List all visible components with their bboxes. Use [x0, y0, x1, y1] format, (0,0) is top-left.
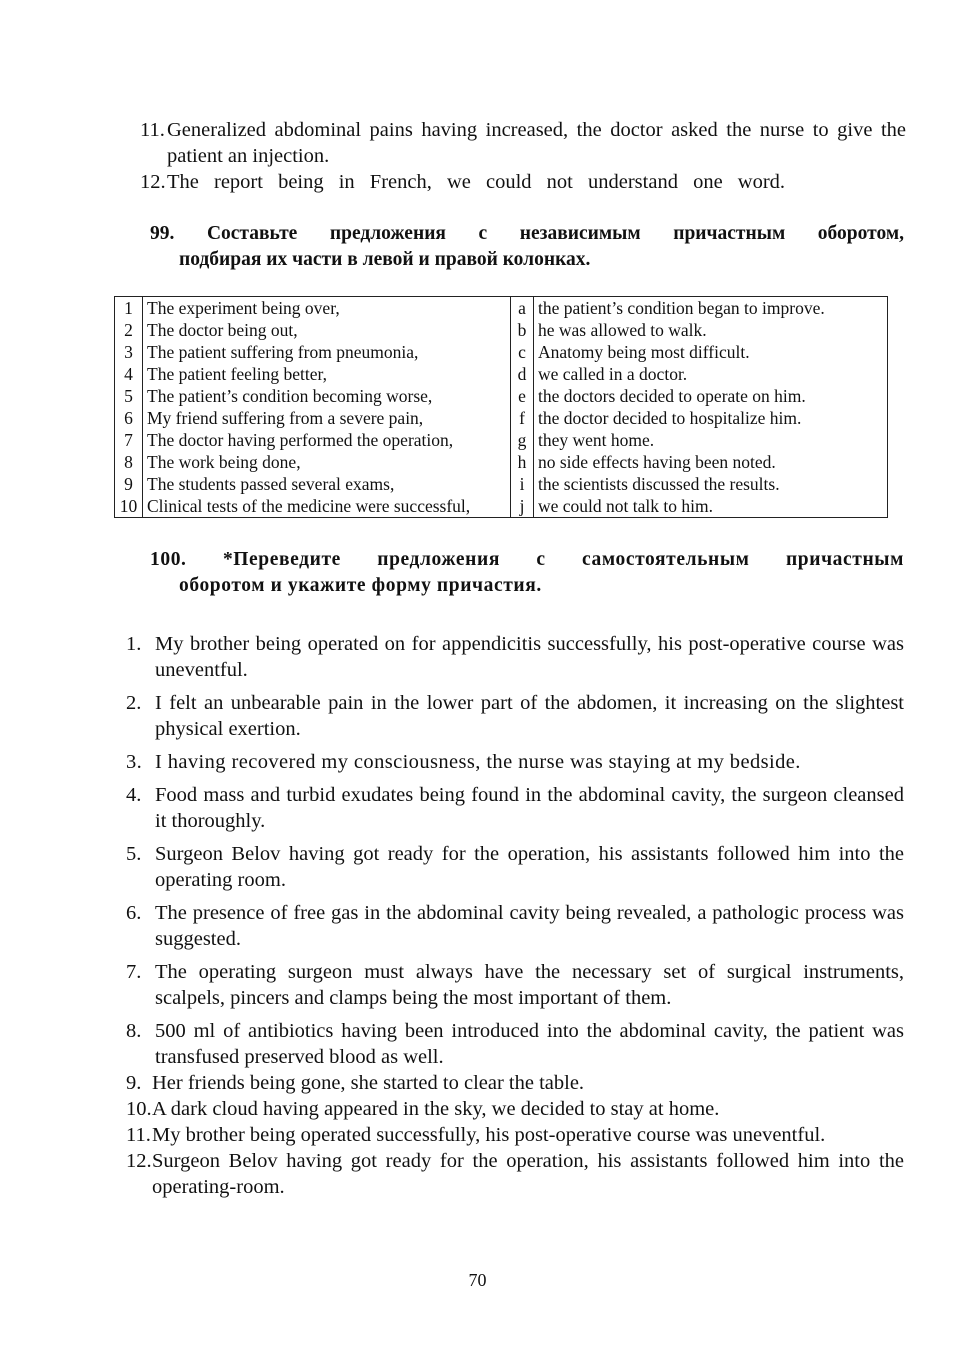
left-part: The students passed several exams,: [143, 473, 511, 495]
left-part: The patient’s condition becoming worse,: [143, 385, 511, 407]
row-number: 2: [115, 319, 143, 341]
list-item: [126, 782, 904, 834]
right-part: we called in a doctor.: [534, 363, 888, 385]
exercise-99-heading: [150, 221, 904, 273]
item-number: 12.: [126, 1150, 152, 1172]
list-item: [126, 1148, 904, 1200]
right-part: he was allowed to walk.: [534, 319, 888, 341]
item-text: I having recovered my consciousness, the nurse was staying at my bedside.: [155, 751, 801, 773]
item-text: Her friends being gone, she started to clear the table.: [152, 1072, 585, 1094]
table-row: [115, 407, 888, 429]
list-item: [126, 1122, 904, 1148]
left-part: The experiment being over,: [143, 297, 511, 320]
heading-text: оборотом и укажите форму причастия.: [179, 575, 542, 596]
item-text: The report being in French, we could not understand one word.: [167, 171, 786, 193]
right-part: the scientists discussed the results.: [534, 473, 888, 495]
row-letter: h: [511, 451, 534, 473]
row-letter: g: [511, 429, 534, 451]
item-number: 1.: [126, 633, 142, 655]
list-item: [140, 169, 906, 195]
left-part: The patient suffering from pneumonia,: [143, 341, 511, 363]
row-letter: d: [511, 363, 534, 385]
page-number: 70: [468, 1270, 487, 1290]
item-text: The presence of free gas in the abdominal cavity being revealed, a pathologic process was suggested.: [155, 902, 904, 950]
item-text: I felt an unbearable pain in the lower part of the abdomen, it increasing on the slightest physical exertion.: [155, 692, 904, 740]
list-item: [140, 117, 906, 169]
right-part: the doctor decided to hospitalize him.: [534, 407, 888, 429]
row-letter: j: [511, 495, 534, 518]
item-number: 6.: [126, 902, 142, 924]
row-letter: f: [511, 407, 534, 429]
exercise-100-sentences: [126, 631, 904, 1200]
item-number: 8.: [126, 1020, 142, 1042]
row-number: 8: [115, 451, 143, 473]
table-row: [115, 341, 888, 363]
row-number: 1: [115, 297, 143, 320]
table-row: [115, 495, 888, 518]
matching-table: [114, 296, 888, 518]
list-item: [126, 1096, 904, 1122]
left-part: The doctor having performed the operation,: [143, 429, 511, 451]
list-item: [126, 959, 904, 1011]
row-number: 5: [115, 385, 143, 407]
row-number: 4: [115, 363, 143, 385]
right-part: the doctors decided to operate on him.: [534, 385, 888, 407]
heading-line: [150, 221, 904, 247]
item-number: 4.: [126, 784, 142, 806]
item-number: 12.: [140, 171, 166, 193]
item-text: The operating surgeon must always have the necessary set of surgical instruments, scalpels, pincers and clamps being the most important of them.: [155, 961, 904, 1009]
row-letter: c: [511, 341, 534, 363]
item-text: My brother being operated successfully, his post-operative course was uneventful.: [152, 1124, 826, 1146]
item-text: Food mass and turbid exudates being found in the abdominal cavity, the surgeon cleansed it thoroughly.: [155, 784, 904, 832]
item-text: My brother being operated on for appendicitis successfully, his post-operative course was uneventful.: [155, 633, 904, 681]
exercise-number: 99.: [150, 223, 175, 244]
left-part: The doctor being out,: [143, 319, 511, 341]
item-number: 9.: [126, 1072, 142, 1094]
list-item: [126, 749, 904, 775]
left-part: The work being done,: [143, 451, 511, 473]
table-row: [115, 363, 888, 385]
row-letter: b: [511, 319, 534, 341]
right-part: Anatomy being most difficult.: [534, 341, 888, 363]
list-item: [126, 1070, 904, 1096]
row-number: 9: [115, 473, 143, 495]
item-text: Surgeon Belov having got ready for the operation, his assistants followed him into the operating room.: [155, 843, 904, 891]
row-letter: i: [511, 473, 534, 495]
table-row: [115, 473, 888, 495]
right-part: the patient’s condition began to improve.: [534, 297, 888, 320]
right-part: they went home.: [534, 429, 888, 451]
exercise-number: 100.: [150, 549, 187, 570]
right-part: we could not talk to him.: [534, 495, 888, 518]
row-number: 3: [115, 341, 143, 363]
heading-line: [150, 547, 904, 573]
row-number: 6: [115, 407, 143, 429]
left-part: My friend suffering from a severe pain,: [143, 407, 511, 429]
row-letter: a: [511, 297, 534, 320]
heading-text: *Переведите предложения с самостоятельным причастным: [222, 549, 904, 570]
table-row: [115, 429, 888, 451]
list-item: [126, 841, 904, 893]
list-item: [126, 1018, 904, 1070]
heading-text: Составьте предложения с независимым причастным оборотом,: [206, 223, 904, 244]
item-text: Generalized abdominal pains having increased, the doctor asked the nurse to give the patient an injection.: [167, 119, 906, 167]
item-number: 5.: [126, 843, 142, 865]
row-number: 10: [115, 495, 143, 518]
previous-exercise-list: [140, 117, 906, 195]
left-part: Clinical tests of the medicine were successful,: [143, 495, 511, 518]
item-number: 11.: [140, 119, 165, 141]
heading-text: подбирая их части в левой и правой колонках.: [179, 249, 591, 270]
item-text: A dark cloud having appeared in the sky, we decided to stay at home.: [152, 1098, 720, 1120]
left-part: The patient feeling better,: [143, 363, 511, 385]
exercise-100-heading: [150, 547, 904, 599]
table-row: [115, 385, 888, 407]
item-text: Surgeon Belov having got ready for the operation, his assistants followed him into the operating-room.: [152, 1150, 904, 1198]
table-row: [115, 297, 888, 320]
table-row: [115, 451, 888, 473]
list-item: [126, 900, 904, 952]
item-number: 3.: [126, 751, 143, 773]
row-number: 7: [115, 429, 143, 451]
item-number: 11.: [126, 1124, 151, 1146]
item-number: 2.: [126, 692, 142, 714]
item-text: 500 ml of antibiotics having been introduced into the abdominal cavity, the patient was transfused preserved blood as well.: [155, 1020, 904, 1068]
item-number: 7.: [126, 961, 142, 983]
right-part: no side effects having been noted.: [534, 451, 888, 473]
item-number: 10.: [126, 1098, 152, 1120]
list-item: [126, 631, 904, 683]
list-item: [126, 690, 904, 742]
row-letter: e: [511, 385, 534, 407]
table-row: [115, 319, 888, 341]
